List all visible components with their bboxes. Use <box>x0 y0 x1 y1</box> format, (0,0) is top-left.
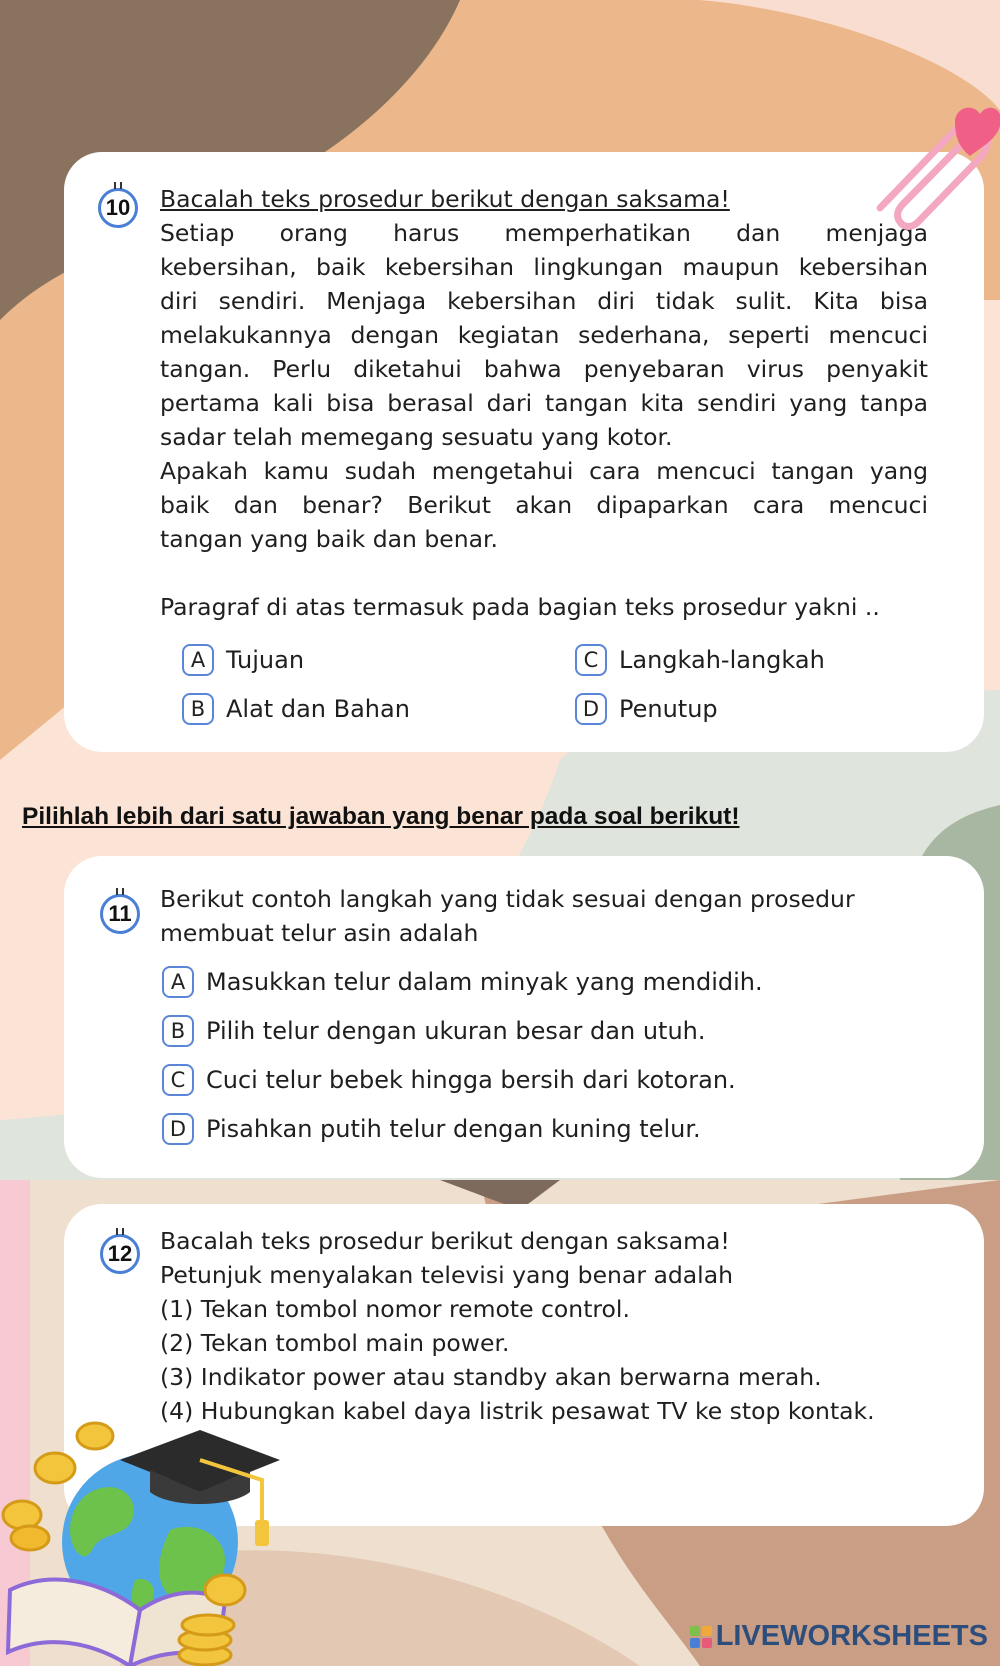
q10-option-d-letter: D <box>575 693 607 725</box>
q10-para1-line-1: Setiap orang harus memperhatikan dan menjaga <box>160 219 928 247</box>
q11-option-b-text: Pilih telur dengan ukuran besar dan utuh. <box>206 1017 706 1045</box>
question-number-12: 12 <box>100 1234 140 1274</box>
q12-line-6: (4) Hubungkan kabel daya listrik pesawat TV ke stop kontak. <box>160 1397 875 1425</box>
question-10-card <box>64 152 984 752</box>
paperclip-heart-icon <box>860 90 1000 230</box>
liveworksheets-logo[interactable] <box>690 1620 988 1653</box>
q10-para2-line-2: baik dan benar? Berikut akan dipaparkan cara mencuci <box>160 491 928 519</box>
q11-option-a-text: Masukkan telur dalam minyak yang mendidih. <box>206 968 763 996</box>
q12-line-1: Bacalah teks prosedur berikut dengan saksama! <box>160 1227 730 1255</box>
instruction-heading: Pilihlah lebih dari satu jawaban yang benar pada soal berikut! <box>22 803 740 830</box>
q10-question: Paragraf di atas termasuk pada bagian teks prosedur yakni .. <box>160 593 880 621</box>
q10-option-a-letter: A <box>182 644 214 676</box>
q10-para1-line-2: kebersihan, baik kebersihan lingkungan maupun kebersihan <box>160 253 928 281</box>
q10-para1-line-5: tangan. Perlu diketahui bahwa penyebaran virus penyakit <box>160 355 928 383</box>
graduation-globe-illustration <box>0 1420 290 1666</box>
q10-para1-line-3: diri sendiri. Menjaga kebersihan diri tidak sulit. Kita bisa <box>160 287 928 315</box>
brand-name: LIVEWORKSHEETS <box>715 1620 988 1652</box>
q11-option-b[interactable] <box>162 1015 706 1047</box>
question-11-card <box>64 856 984 1178</box>
q12-line-3: (1) Tekan tombol nomor remote control. <box>160 1295 630 1323</box>
q10-option-c-letter: C <box>575 644 607 676</box>
question-number-11: 11 <box>100 894 140 934</box>
q11-option-a[interactable] <box>162 966 763 998</box>
q10-para1-line-4: melakukannya dengan kegiatan sederhana, seperti mencuci <box>160 321 928 349</box>
q11-option-d-letter: D <box>162 1113 194 1145</box>
q11-option-c-letter: C <box>162 1064 194 1096</box>
liveworksheets-grid-icon <box>690 1626 712 1648</box>
q10-para2-line-3: tangan yang baik dan benar. <box>160 525 499 553</box>
q11-option-d[interactable] <box>162 1113 701 1145</box>
q10-option-b-text: Alat dan Bahan <box>226 695 410 723</box>
q10-heading: Bacalah teks prosedur berikut dengan saksama! <box>160 185 730 213</box>
q12-line-2: Petunjuk menyalakan televisi yang benar adalah <box>160 1261 734 1289</box>
q10-option-d[interactable] <box>575 693 718 725</box>
q12-line-4: (2) Tekan tombol main power. <box>160 1329 510 1357</box>
q11-option-c-text: Cuci telur bebek hingga bersih dari kotoran. <box>206 1066 736 1094</box>
q11-line-1: Berikut contoh langkah yang tidak sesuai dengan prosedur <box>160 885 855 913</box>
q11-line-2: membuat telur asin adalah <box>160 919 479 947</box>
q10-para1-line-7: sadar telah memegang sesuatu yang kotor. <box>160 423 673 451</box>
q11-option-c[interactable] <box>162 1064 736 1096</box>
q11-option-b-letter: B <box>162 1015 194 1047</box>
q10-option-c[interactable] <box>575 644 825 676</box>
q12-line-5: (3) Indikator power atau standby akan berwarna merah. <box>160 1363 822 1391</box>
q11-option-a-letter: A <box>162 966 194 998</box>
q10-option-b[interactable] <box>182 693 410 725</box>
q10-option-c-text: Langkah-langkah <box>619 646 825 674</box>
question-number-10: 10 <box>98 188 138 228</box>
q10-option-d-text: Penutup <box>619 695 718 723</box>
q11-option-d-text: Pisahkan putih telur dengan kuning telur. <box>206 1115 701 1143</box>
q10-option-a[interactable] <box>182 644 304 676</box>
q10-para1-line-6: pertama kali bisa berasal dari tangan kita sendiri yang tanpa <box>160 389 928 417</box>
q10-option-b-letter: B <box>182 693 214 725</box>
q10-para2-line-1: Apakah kamu sudah mengetahui cara mencuci tangan yang <box>160 457 928 485</box>
q10-option-a-text: Tujuan <box>226 646 305 674</box>
